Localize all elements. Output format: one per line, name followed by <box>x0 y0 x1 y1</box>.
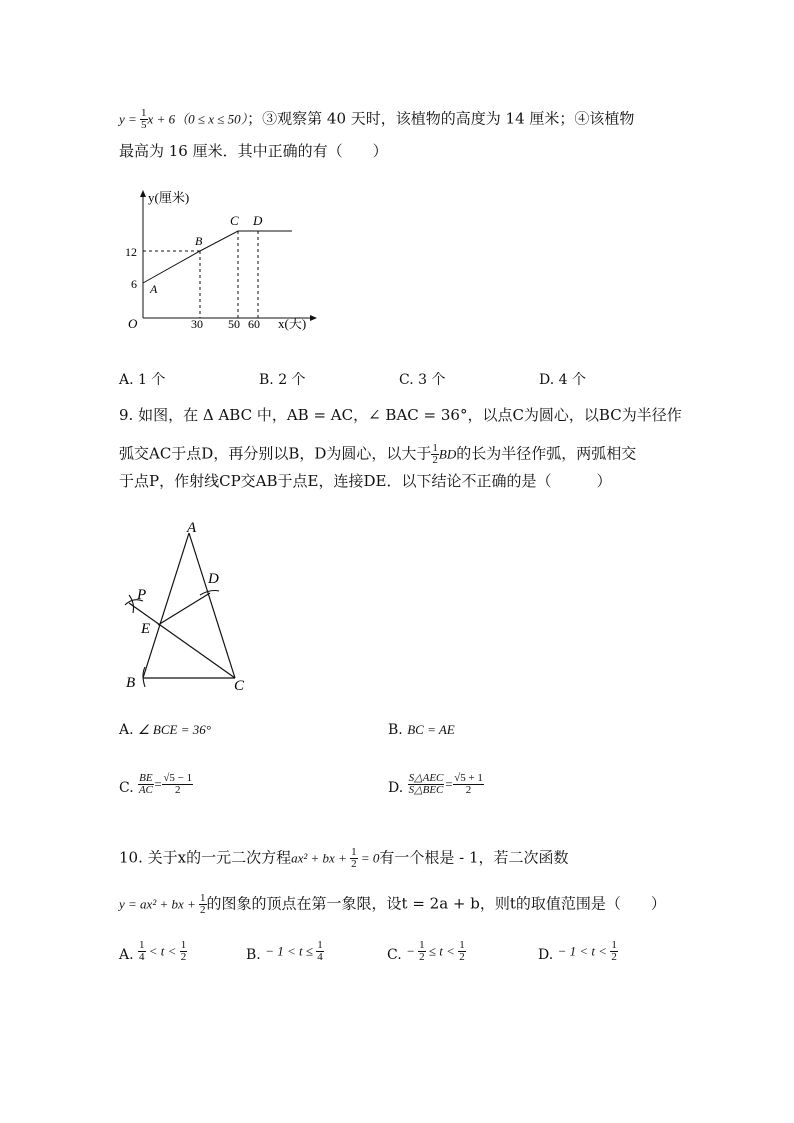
point-d-label: D <box>208 571 219 587</box>
vertex-b-label: B <box>126 675 136 691</box>
y-tick-12: 12 <box>125 245 137 259</box>
q10-option-a: A. $\frac{1}{4}$ < t < $\frac{1}{2}$ <box>119 939 187 963</box>
x-axis-label: x(天) <box>278 316 307 331</box>
q8-option-a: A. 1 个 <box>119 372 166 388</box>
q10-option-c: C. − $\frac{1}{2}$ ≤ t < $\frac{1}{2}$ <box>387 939 465 963</box>
x-tick-30: 30 <box>191 317 203 331</box>
point-d-label: D <box>253 213 263 228</box>
q9-triangle-figure <box>115 515 260 695</box>
q8-option-d: D. 4 个 <box>539 372 586 388</box>
point-p-label: P <box>137 587 147 603</box>
y-tick-6: 6 <box>131 277 137 291</box>
point-c-label: C <box>230 213 239 228</box>
q9-option-b: B. BC = AE <box>388 722 455 738</box>
q9-option-d: D. $\frac{\text{S△AEC}}{\text{S△BEC}}$ = $\frac{√5 + 1}{2}$ <box>388 772 483 796</box>
origin-label: O <box>128 316 138 331</box>
q10-option-b: B. − 1 < t ≤ $\frac{1}{4}$ <box>246 939 323 963</box>
q10-line1: 10. 关于x的一元二次方程ax² + bx + $\frac{1}{2}$ = 0有一个根是 - 1，若二次函数 <box>119 846 569 870</box>
x-tick-50: 50 <box>228 317 240 331</box>
q8-line1: y = $\frac{1}{5}$ x + 6（0 ≤ x ≤ 50）；③观察第 40 天时，该植物的高度为 14 厘米；④该植物 <box>119 107 635 131</box>
q9-option-c: C. $\frac{BE}{AC}$ = $\frac{√5 - 1}{2}$ <box>119 772 193 796</box>
q9-line1: 9. 如图，在 Δ ABC 中，AB = AC，∠ BAC = 36°，以点C为圆心，以BC为半径作 <box>119 406 682 424</box>
q8-option-b: B. 2 个 <box>259 372 306 388</box>
fraction: $\frac{1}{5}$ <box>141 107 147 131</box>
q9-option-a: A. ∠ BCE = 36° <box>119 722 211 738</box>
vertex-c-label: C <box>234 678 245 694</box>
vertex-a-label: A <box>187 520 197 536</box>
q10-line2: y = ax² + bx + $\frac{1}{2}$ 的图象的顶点在第一象限，设t = 2a + b，则t的取值范围是（ ） <box>119 892 666 916</box>
y-axis-label: y(厘米) <box>148 190 190 205</box>
fraction: $\frac{1}{2}$ <box>432 442 438 466</box>
q9-line2: 弧交AC于点D，再分别以B，D为圆心，以大于 $\frac{1}{2}$ BD的长为半径作弧，两弧相交 <box>119 442 637 466</box>
q8-option-c: C. 3 个 <box>399 372 446 388</box>
q8-growth-graph <box>120 185 330 335</box>
point-e-label: E <box>141 621 151 637</box>
point-b-label: B <box>195 234 203 248</box>
q8-line2: 最高为 16 厘米．其中正确的有（ ） <box>119 142 388 160</box>
q9-line3: 于点P，作射线CP交AB于点E，连接DE．以下结论不正确的是（ ） <box>119 472 612 490</box>
x-tick-60: 60 <box>248 317 260 331</box>
point-a-label: A <box>150 282 158 296</box>
q10-option-d: D. − 1 < t < $\frac{1}{2}$ <box>538 939 617 963</box>
